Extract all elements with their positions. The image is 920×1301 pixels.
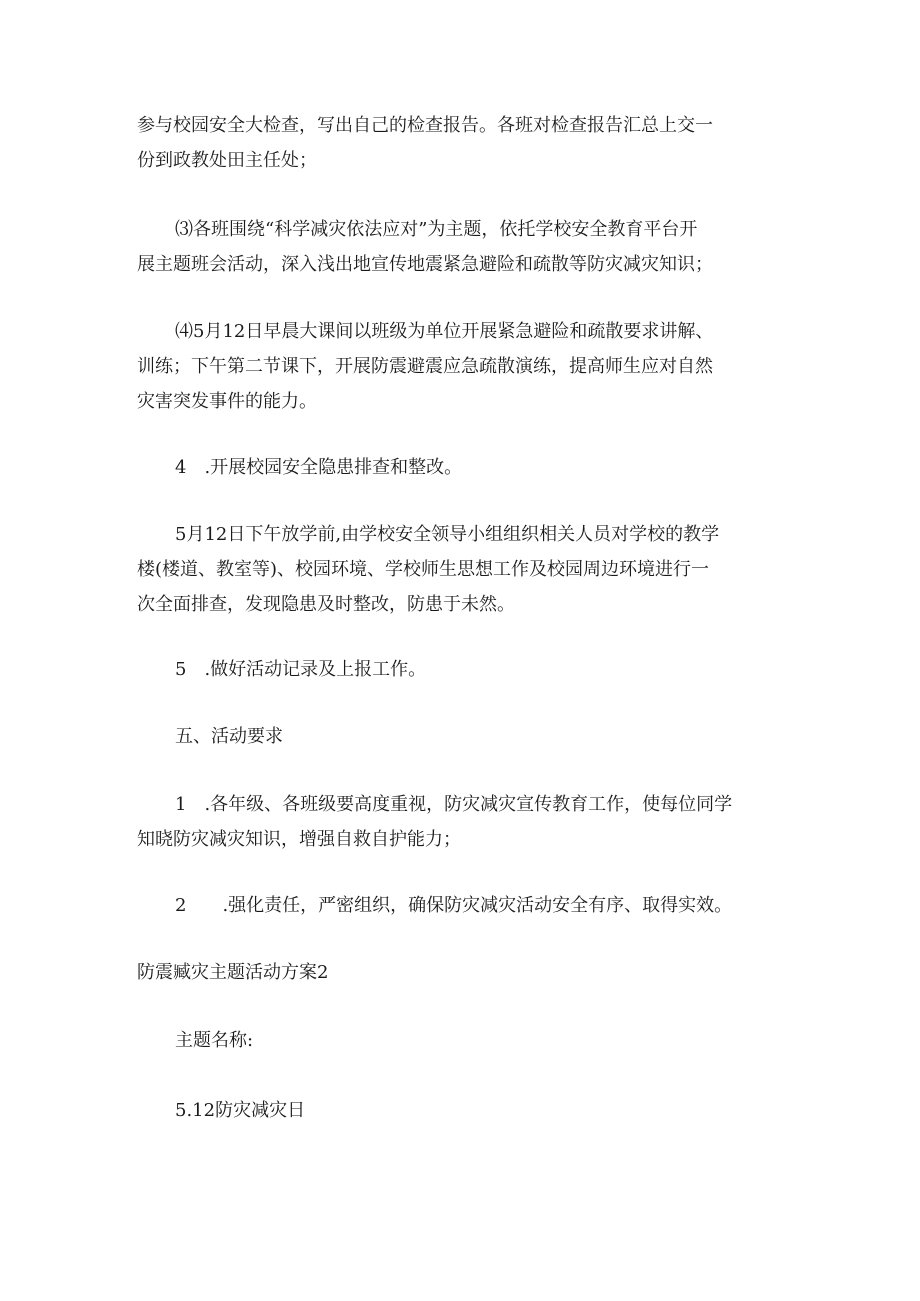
text-line: ⑷5月12日早晨大课间以班级为单位开展紧急避险和疏散要求讲解、 <box>175 321 714 342</box>
paragraph-hazard-inspection <box>137 517 797 622</box>
paragraph-inspection-report <box>137 108 797 178</box>
heading-plan-2-title <box>137 955 797 990</box>
paragraph-item-3-class-meeting <box>137 212 797 282</box>
heading-activity-requirements <box>137 719 797 754</box>
text-line: 楼(楼道、教室等)、校园环境、学校师生思想工作及校园周边环境进行一 <box>137 559 710 580</box>
paragraph-section-5-records <box>137 652 797 687</box>
text-line: 灾害突发事件的能力。 <box>137 391 317 412</box>
label-theme-name <box>137 1023 797 1058</box>
text-line: ⑶各班围绕“科学减灾依法应对”为主题，依托学校安全教育平台开 <box>175 219 698 240</box>
paragraph-item-4-drill <box>137 314 797 419</box>
text-line: 参与校园安全大检查，写出自己的检查报告。各班对检查报告汇总上交一 <box>137 115 713 136</box>
text-line: 防震臧灾主题活动方案2 <box>137 962 329 983</box>
text-line: 1 .各年级、各班级要高度重视，防灾减灾宣传教育工作，使每位同学 <box>175 794 733 815</box>
paragraph-requirement-1 <box>137 787 797 857</box>
text-line: 次全面排查，发现隐患及时整改，防患于未然。 <box>137 594 515 615</box>
paragraph-requirement-2 <box>137 888 797 923</box>
text-line: 五、活动要求 <box>175 726 283 747</box>
text-line: 份到政教处田主任处； <box>137 150 317 171</box>
text-line: 5 .做好活动记录及上报工作。 <box>175 659 427 680</box>
text-line: 展主题班会活动，深入浅出地宣传地震紧急避险和疏散等防灾减灾知识； <box>137 254 713 275</box>
text-line: 5.12防灾减灾日 <box>175 1100 306 1121</box>
paragraph-section-4-hazard-check <box>137 450 797 485</box>
text-line: 训练；下午第二节课下，开展防震避震应急疏散演练，提高师生应对自然 <box>137 356 713 377</box>
text-line: 知晓防灾减灾知识，增强自救自护能力； <box>137 829 461 850</box>
text-line: 主题名称: <box>175 1030 254 1051</box>
text-line: 2 .强化责任，严密组织，确保防灾减灾活动安全有序、取得实效。 <box>175 895 733 916</box>
value-theme-name <box>137 1093 797 1128</box>
text-line: 4 .开展校园安全隐患排查和整改。 <box>175 457 463 478</box>
text-line: 5月12日下午放学前,由学校安全领导小组组织相关人员对学校的教学 <box>175 524 720 545</box>
